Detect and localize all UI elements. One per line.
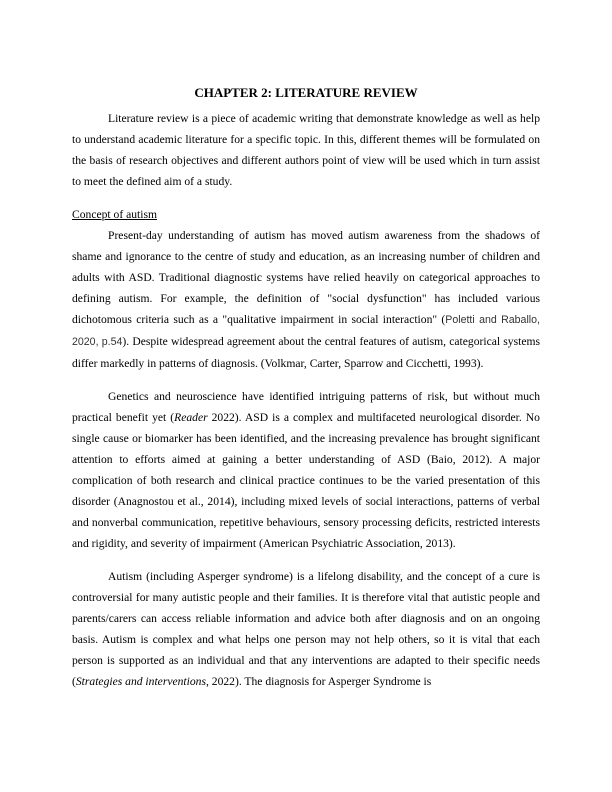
paragraph-text: Genetics and neuroscience have identified intriguing patterns of risk, but without much practical benefit yet (: [72, 390, 540, 424]
paragraph-text: Present-day understanding of autism has moved autism awareness from the shadows of shame and ignorance to the centre of study and education, as an increasing number of children and adults with ASD. Traditional diagnostic systems have relied heavily on categorical approaches to defining autism. For example, the definition of "social dysfunction" has included various dichotomous criteria such as a "qualitative impairment in social interaction" (: [72, 229, 540, 326]
italic-citation: Strategies and interventions: [75, 675, 206, 688]
paragraph-text: , 2022). The diagnosis for Asperger Syndrome is: [205, 675, 432, 688]
paragraph-lifelong-disability: [72, 566, 540, 692]
paragraph-autism-understanding: [72, 225, 540, 374]
section-heading: Concept of autism: [72, 208, 158, 221]
citation: Poletti and Raballo, 2020, p.54: [72, 314, 540, 348]
paragraph-genetics: [72, 386, 540, 554]
paragraph-text: ). Despite widespread agreement about the central features of autism, categorical systems differ markedly in patterns of diagnosis. (Volkmar, Carter, Sparrow and Cicchetti, 1993).: [72, 335, 540, 370]
paragraph-text: 2022). ASD is a complex and multifaceted neurological disorder. No single cause or biomarker has been identified, and the increasing prevalence has brought significant attention to efforts aimed at gaining a better understanding of ASD (Baio, 2012). A major complication of both research and clinical practice continues to be the varied presentation of this disorder (Anagnostou et al., 2014), including mixed levels of social interactions, patterns of verbal and nonverbal communication, repetitive behaviours, sensory processing deficits, restricted interests and rigidity, and severity of impairment (American Psychiatric Association, 2013).: [72, 411, 540, 550]
document-page: [72, 84, 540, 692]
intro-paragraph: Literature review is a piece of academic writing that demonstrate knowledge as well as help to understand academic literature for a specific topic. In this, different themes will be formulated on the basis of research objectives and different authors point of view will be used which in turn assist to meet the defined aim of a study.: [72, 112, 540, 188]
paragraph-text: Autism (including Asperger syndrome) is a lifelong disability, and the concept of a cure is controversial for many autistic people and their families. It is therefore vital that autistic people and parents/carers can access reliable information and advice both after diagnosis and on an ongoing basis. Autism is complex and what helps one person may not help others, so it is vital that each person is supported as an individual and that any interventions are adapted to their specific needs (: [72, 570, 540, 688]
italic-citation: Reader: [174, 411, 208, 424]
chapter-title: CHAPTER 2: LITERATURE REVIEW: [194, 85, 418, 100]
